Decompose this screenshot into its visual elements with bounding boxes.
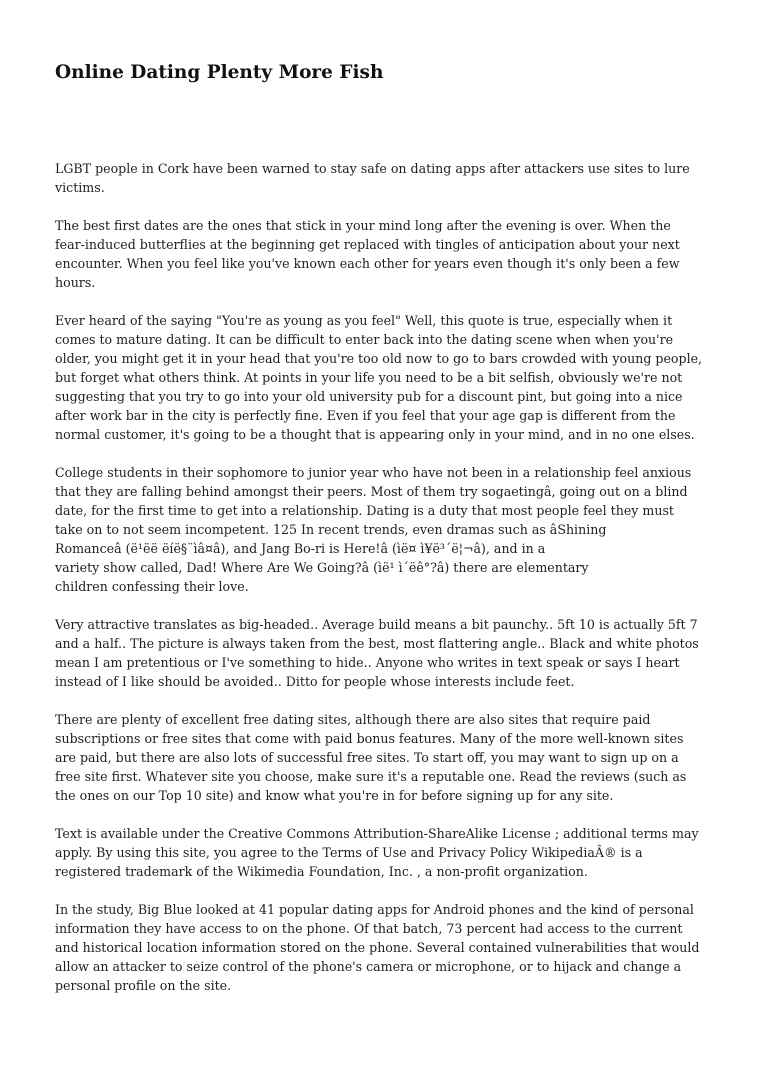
paragraph-line: but forget what others think. At points in your life you need to be a bit selfish, obviously we're not <box>55 370 683 385</box>
paragraph <box>55 900 715 995</box>
paragraph-line: subscriptions or free sites that come with paid bonus features. Many of the more well-known sites <box>55 731 684 746</box>
document-title: Online Dating Plenty More Fish <box>55 62 384 83</box>
paragraph-line: free site first. Whatever site you choose, make sure it's a reputable one. Read the reviews (such as <box>55 769 687 784</box>
paragraph-line: Ever heard of the saying "You're as young as you feel" Well, this quote is true, especially when it <box>55 313 673 328</box>
paragraph-line: victims. <box>55 180 105 195</box>
paragraph <box>55 159 715 197</box>
paragraph-line: suggesting that you try to go into your old university pub for a discount pint, but going into a nice <box>55 389 683 404</box>
paragraph-line: fear-induced butterflies at the beginning get replaced with tingles of anticipation about your next <box>55 237 680 252</box>
paragraph-line: and a half.. The picture is always taken from the best, most flattering angle.. Black and white photos <box>55 636 699 651</box>
paragraph-line: instead of I like should be avoided.. Ditto for people whose interests include feet. <box>55 674 575 689</box>
paragraph <box>55 710 715 805</box>
paragraph-line: registered trademark of the Wikimedia Foundation, Inc. , a non-profit organization. <box>55 864 588 879</box>
paragraph <box>55 311 715 444</box>
paragraph-line: variety show called, Dad! Where Are We Going?â (ìë¹ ì´ëê°?â) there are elementary <box>55 560 589 575</box>
paragraph-line: that they are falling behind amongst their peers. Most of them try sogaetingâ, going out on a blind <box>55 484 688 499</box>
paragraph <box>55 463 715 596</box>
paragraph-line: children confessing their love. <box>55 579 249 594</box>
paragraph-line: take on to not seem incompetent. 125 In recent trends, even dramas such as âShining <box>55 522 607 537</box>
paragraph-line: personal profile on the site. <box>55 978 232 993</box>
paragraph-line: mean I am pretentious or I've something to hide.. Anyone who writes in text speak or says I heart <box>55 655 680 670</box>
paragraph-line: Very attractive translates as big-headed.. Average build means a bit paunchy.. 5ft 10 is actually 5ft 7 <box>55 617 698 632</box>
paragraph-line: allow an attacker to seize control of the phone's camera or microphone, or to hijack and change a <box>55 959 682 974</box>
paragraph-line: older, you might get it in your head that you're too old now to go to bars crowded with young people, <box>55 351 703 366</box>
paragraph-line: encounter. When you feel like you've known each other for years even though it's only been a few <box>55 256 680 271</box>
paragraph-line: apply. By using this site, you agree to the Terms of Use and Privacy Policy WikipediaÂ® is a <box>55 845 643 860</box>
paragraph <box>55 615 715 691</box>
paragraph-line: the ones on our Top 10 site) and know what you're in for before signing up for any site. <box>55 788 614 803</box>
paragraph-line: comes to mature dating. It can be difficult to enter back into the dating scene when when you're <box>55 332 674 347</box>
paragraph-line: and historical location information stored on the phone. Several contained vulnerabilities that would <box>55 940 700 955</box>
paragraph-line: There are plenty of excellent free dating sites, although there are also sites that require paid <box>55 712 651 727</box>
paragraph-line: College students in their sophomore to junior year who have not been in a relationship feel anxious <box>55 465 692 480</box>
paragraph-line: Text is available under the Creative Commons Attribution-ShareAlike License ; additional terms may <box>55 826 699 841</box>
paragraph-line: normal customer, it's going to be a thought that is appearing only in your mind, and in no one elses. <box>55 427 695 442</box>
paragraph-line: Romanceâ (ë¹ëë ëíë§¨ìâ¤â), and Jang Bo-ri is Here!â (ìë¤ ì¥ë³´ë¦¬â), and in a <box>55 541 546 556</box>
paragraph <box>55 824 715 881</box>
paragraph-line: date, for the first time to get into a relationship. Dating is a duty that most people feel they must <box>55 503 674 518</box>
paragraph-line: information they have access to on the phone. Of that batch, 73 percent had access to the current <box>55 921 683 936</box>
paragraph-line: hours. <box>55 275 96 290</box>
paragraph-line: The best first dates are the ones that stick in your mind long after the evening is over. When the <box>55 218 671 233</box>
paragraph-line: In the study, Big Blue looked at 41 popular dating apps for Android phones and the kind of personal <box>55 902 694 917</box>
paragraph-line: after work bar in the city is perfectly fine. Even if you feel that your age gap is different from the <box>55 408 676 423</box>
paragraph-line: LGBT people in Cork have been warned to stay safe on dating apps after attackers use sites to lure <box>55 161 690 176</box>
paragraph <box>55 216 715 292</box>
paragraph-line: are paid, but there are also lots of successful free sites. To start off, you may want to sign up on a <box>55 750 679 765</box>
document-body <box>55 159 715 1014</box>
